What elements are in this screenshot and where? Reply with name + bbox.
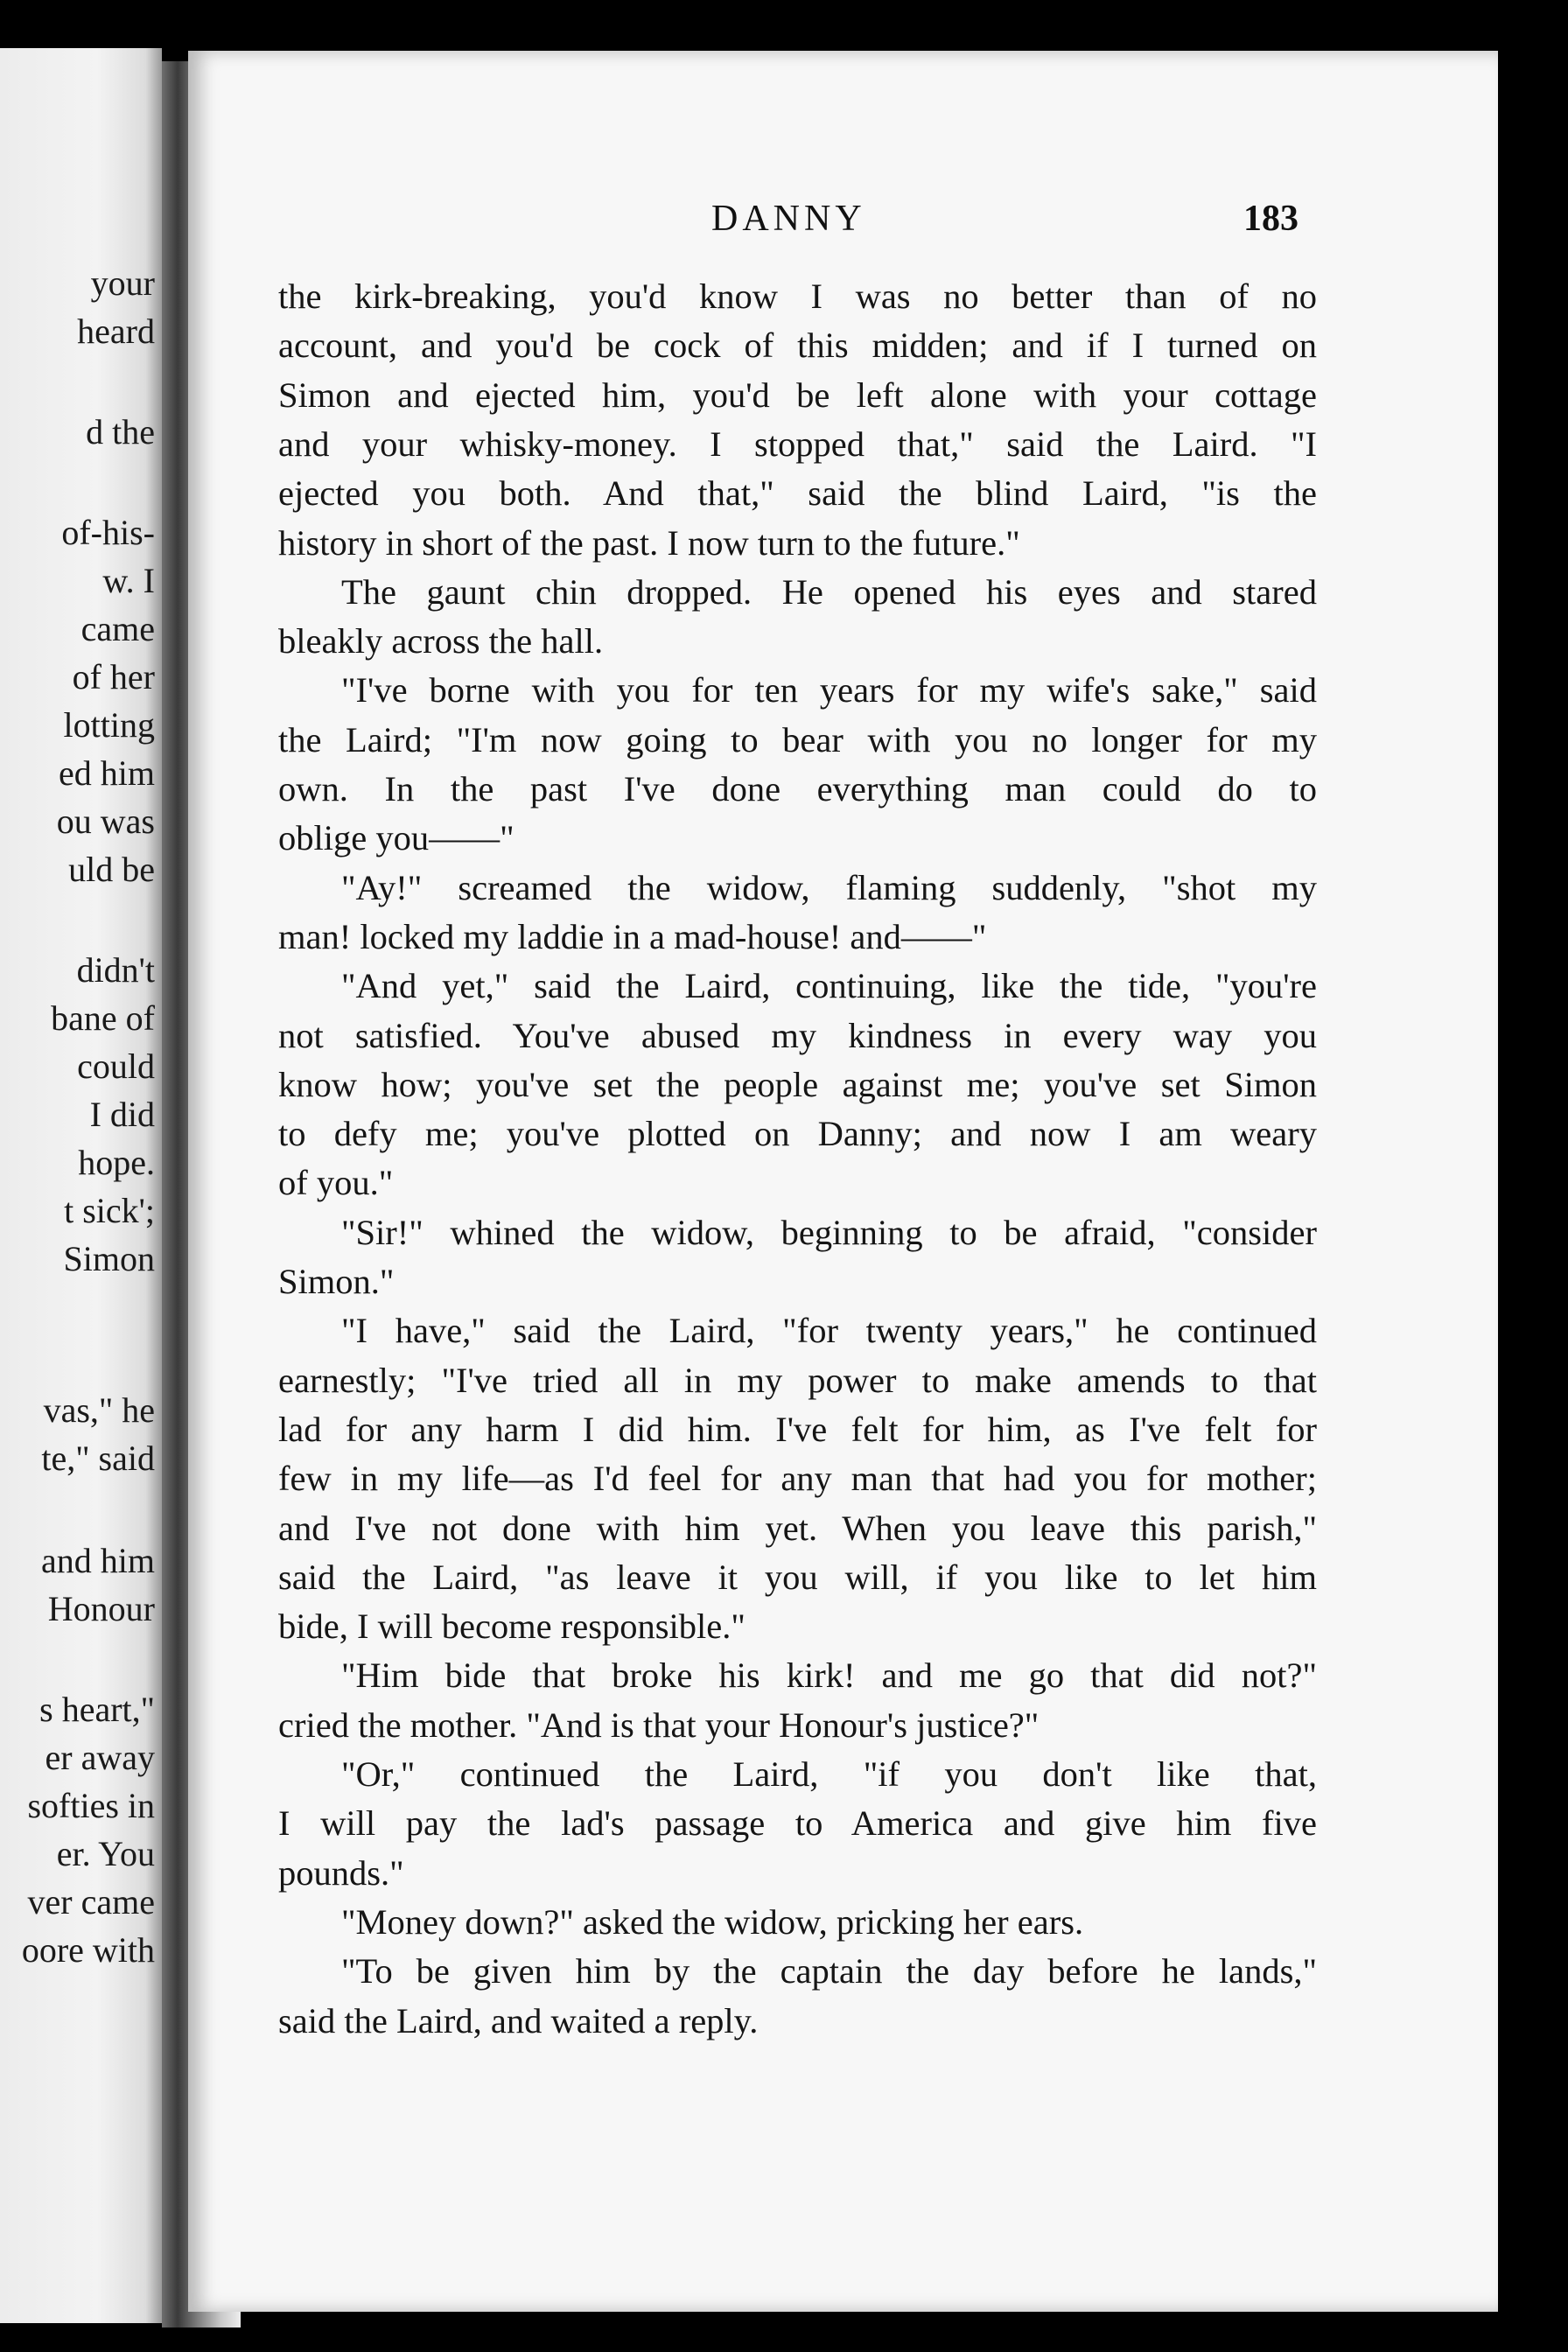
text-line: "Sir!" whined the widow, beginning to be afraid, "consider	[341, 1212, 1317, 1252]
left-page-fragment: ver came	[27, 1882, 155, 1922]
left-page-fragment: s heart,"	[39, 1690, 155, 1729]
text-line: history in short of the past. I now turn to the future."	[278, 522, 1020, 563]
text-line: and your whisky-money. I stopped that," said the Laird. "I	[278, 424, 1317, 464]
left-page-fragment: could	[77, 1046, 155, 1086]
text-line: to defy me; you've plotted on Danny; and now I am weary	[278, 1114, 1317, 1154]
text-line: oblige you——"	[278, 818, 514, 858]
left-page-fragment: I did	[89, 1095, 155, 1134]
text-line: the kirk-breaking, you'd know I was no better than of no	[278, 276, 1317, 316]
text-line: "To be given him by the captain the day before he lands,"	[341, 1951, 1317, 1992]
text-line: lad for any harm I did him. I've felt for him, as I've felt for	[278, 1409, 1317, 1449]
left-page-fragment: your	[90, 263, 155, 303]
left-page-fragment: vas," he	[43, 1390, 155, 1430]
text-line: cried the mother. "And is that your Honour's justice?"	[278, 1704, 1040, 1745]
left-page-fragment: Simon	[63, 1239, 155, 1278]
left-page-fragment: Honour	[47, 1589, 155, 1628]
left-page-fragment: lotting	[63, 705, 155, 745]
text-line: "Ay!" screamed the widow, flaming suddenly, "shot my	[341, 867, 1317, 907]
text-line: said the Laird, "as leave it you will, if you like to let him	[278, 1557, 1317, 1597]
running-head	[188, 198, 1498, 250]
running-head-title: DANNY	[711, 199, 866, 239]
text-line: know how; you've set the people against me; you've set Simon	[278, 1064, 1317, 1104]
text-line: pounds."	[278, 1852, 404, 1893]
text-line: Simon and ejected him, you'd be left alone with your cottage	[278, 374, 1317, 415]
text-line: "I've borne with you for ten years for my wife's sake," said	[341, 670, 1317, 710]
left-page-fragment: te," said	[41, 1438, 155, 1478]
left-page-fragment: came	[80, 609, 155, 648]
text-line: man! locked my laddie in a mad-house! and——"	[278, 916, 987, 956]
left-page-fragment: of her	[72, 657, 155, 696]
left-page-fragment: d the	[86, 412, 155, 452]
text-line: "I have," said the Laird, "for twenty years," he continued	[341, 1311, 1317, 1351]
text-line: "And yet," said the Laird, continuing, like the tide, "you're	[341, 966, 1317, 1006]
left-page-fragment: didn't	[76, 950, 155, 990]
left-page-fragment: t sick';	[64, 1191, 155, 1230]
left-page-fragment: uld be	[68, 850, 155, 889]
text-line: ejected you both. And that," said the blind Laird, "is the	[278, 473, 1317, 514]
text-line: own. In the past I've done everything man could do to	[278, 769, 1317, 808]
text-line: account, and you'd be cock of this midden; and if I turned on	[278, 326, 1317, 366]
left-page-fragment: of-his-	[61, 513, 155, 552]
text-line: bide, I will become responsible."	[278, 1606, 746, 1647]
text-line: the Laird; "I'm now going to bear with you no longer for my	[278, 719, 1317, 760]
text-line: "Or," continued the Laird, "if you don't like that,	[341, 1754, 1317, 1794]
text-line: The gaunt chin dropped. He opened his eyes and stared	[341, 571, 1317, 612]
left-page-fragment: bane of	[51, 998, 155, 1038]
text-line: not satisfied. You've abused my kindness in every way you	[278, 1015, 1317, 1055]
left-page-fragment: and him	[41, 1541, 155, 1580]
text-line: bleakly across the hall.	[278, 621, 604, 662]
scan-border	[1498, 51, 1568, 2312]
text-line: I will pay the lad's passage to America and give him five	[278, 1803, 1317, 1844]
left-page-fragment: heard	[77, 312, 155, 351]
text-line: "Him bide that broke his kirk! and me go that did not?"	[341, 1656, 1317, 1696]
text-line: of you."	[278, 1163, 394, 1203]
text-line: said the Laird, and waited a reply.	[278, 2000, 759, 2040]
text-line: "Money down?" asked the widow, pricking her ears.	[341, 1901, 1084, 1942]
text-line: earnestly; "I've tried all in my power to make amends to that	[278, 1360, 1317, 1400]
text-line: few in my life—as I'd feel for any man that had you for mother;	[278, 1459, 1317, 1499]
page-number: 183	[1243, 199, 1298, 239]
text-line: Simon."	[278, 1262, 395, 1301]
left-page-fragment: er. You	[56, 1834, 155, 1873]
left-page-fragment: w. I	[102, 561, 155, 600]
right-page	[188, 51, 1498, 2312]
text-line: and I've not done with him yet. When you leave this parish,"	[278, 1508, 1317, 1548]
left-page-fragment: hope.	[78, 1143, 155, 1182]
left-page-fragment: softies in	[27, 1786, 155, 1825]
left-page-fragment: ed him	[59, 753, 155, 793]
left-page-fragment: ou was	[56, 802, 155, 841]
left-page-fragment: oore with	[21, 1930, 155, 1970]
left-facing-page	[0, 48, 162, 2323]
left-page-fragment: er away	[45, 1738, 155, 1777]
